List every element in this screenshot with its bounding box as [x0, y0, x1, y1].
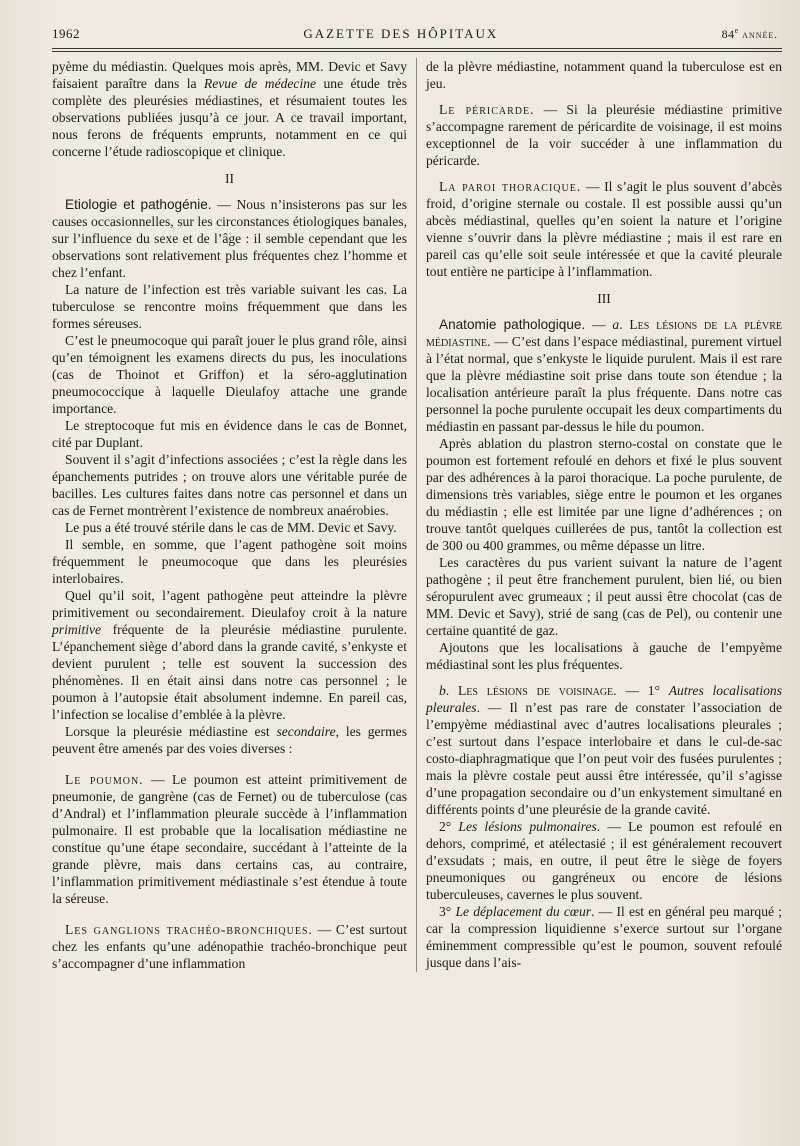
section-number: II — [224, 171, 235, 186]
paragraph: La nature de l’infection est très variable suivant les cas. La tuberculose se rencontre moins fréquemment que dans les formes séreuses. — [52, 282, 407, 331]
paragraph: b. Les lésions de voisinage. — 1° Autres localisations pleurales. — Il n’est pas rare de constater l’association de l’empyème médiastinal avec d’autres localisations pleurales ; c’est surtout dans l’espace interlobaire et dans le cul-de-sac costo-diaphragmatique que l’on peut voir des fusées purulentes ; mais la plèvre costale peut aussi être intéressée, qu’il s’agisse d’une propagation secondaire ou d’un enkystement simultané en différents points d’une pleurésie de la grande cavité. — [426, 683, 782, 817]
paragraph: Le streptocoque fut mis en évidence dans le cas de Bonnet, cité par Duplant. — [52, 418, 407, 450]
subheading: Le péricarde. — [439, 102, 535, 117]
page-header — [52, 26, 782, 48]
text-columns — [52, 58, 782, 972]
paragraph: Les caractères du pus varient suivant la nature de l’agent pathogène ; il peut être franchement purulent, bien lié, ou bien séropurulent avec grumeaux ; il peut aussi être chocolat (cas de MM. Devic et Savy), strié de sang (cas de Pel), ou contenir une certaine quantité de gaz. — [426, 555, 782, 638]
paragraph: de la plèvre médiastine, notamment quand la tuberculose est en jeu. — [426, 59, 782, 91]
header-rule — [52, 48, 782, 52]
paragraph: Le poumon. — Le poumon est atteint primitivement de pneumonie, de gangrène (cas de Fernet) ou de tuberculose (cas d’Andral) et l’inflammation pleurale succède à l’inflammation pulmonaire. Il est probable que la localisation médiastine ne constitue qu’une étape secondaire, succédant à l’atteinte de la grande plèvre, mais dans certains cas, au contraire, l’inflammation primitivement médiastinale s’est étendue à toute la séreuse. — [52, 772, 407, 906]
paragraph: 2° Les lésions pulmonaires. — Le poumon est refoulé en dehors, comprimé, et atélectasié ; il est généralement recouvert d’exsudats ; mais, en outre, il peut être le siège de foyers pneumoniques ou gangréneux ou encore de lésions tuberculeuses, cavernes le plus souvent. — [426, 819, 782, 902]
volume-word: année. — [742, 29, 778, 41]
paragraph: Ajoutons que les localisations à gauche de l’empyème médiastinal sont les plus fréquentes. — [426, 640, 782, 672]
subheading: . Les lésions de la plèvre médiastine. — [426, 317, 783, 349]
volume-label — [722, 26, 778, 42]
paragraph: Etiologie et pathogénie. — Nous n’insisterons pas sur les causes occasionnelles, sur les circonstances étiologiques banales, sur l’influence du sexe et de l’âge : il semble cependant que les observations sont relativement plus fréquentes chez l’homme et chez l’enfant. — [52, 197, 408, 280]
section-number: III — [597, 291, 611, 306]
subheading: Les ganglions trachéo-bronchiques. — [65, 922, 313, 937]
paragraph: Il semble, en somme, que l’agent pathogène soit moins fréquemment le pneumocoque que dans les pleurésies interlobaires. — [52, 537, 407, 586]
page-number: 1962 — [52, 26, 80, 41]
subheading: . Les lésions de voisinage. — [445, 683, 617, 698]
right-column — [417, 58, 782, 972]
paragraph: La paroi thoracique. — Il s’agit le plus souvent d’abcès froid, d’origine sternale ou costale. Il est possible aussi qu’un abcès médiastinal, quelles qu’en soient la nature et l’origine vienne s’ouvrir dans la plèvre médiastine ; mais il est rare en pareil cas qu’elle soit seule intéressée et que la cavité pleurale tout entière ne participe à l’inflammation. — [426, 179, 782, 279]
section-heading: Anatomie pathologique. — [439, 317, 586, 332]
volume-suffix: e — [734, 26, 739, 35]
paragraph: Anatomie pathologique. — a. Les lésions de la plèvre médiastine. — C’est dans l’espace médiastinal, purement virtuel à l’état normal, que s’enkyste le liquide purulent. Mais il est rare que la plèvre médiastine soit prise dans toute son étendue ; la localisation antérieure paraît la plus fréquente. Dans notre cas personnel la poche purulente occupait les deux compartiments du médiastin en passant par-dessus le hile du poumon. — [426, 317, 783, 434]
paragraph: C’est le pneumocoque qui paraît jouer le plus grand rôle, ainsi qu’en témoignent les examens directs du pus, les inoculations (cas de Thoinot et Griffon) et la séro-agglutination pneumococcique à laquelle Dieulafoy attache une grande importance. — [52, 333, 407, 416]
paragraph: Lorsque la pleurésie médiastine est secondaire, les germes peuvent être amenés par des voies diverses : — [52, 724, 407, 756]
paragraph: Quel qu’il soit, l’agent pathogène peut atteindre la plèvre primitivement ou secondairement. Dieulafoy croit à la nature primitive fréquente de la pleurésie médiastine purulente. L’épanchement siège d’abord dans la grande cavité, s’enkyste et devient purulent ; telle est souvent la succession des phénomènes. Il en était ainsi dans notre cas personnel ; le poumon à l’autopsie était absolument indemne. En pareil cas, l’infection se localise d’emblée à la plèvre. — [52, 588, 407, 722]
subheading: Le poumon. — [65, 772, 144, 787]
section-heading: Etiologie et pathogénie. — [65, 197, 212, 212]
paragraph: Les ganglions trachéo-bronchiques. — C’est surtout chez les enfants qu’une adénopathie trachéo-bronchique peut s’accompagner d’une inflammation — [52, 922, 407, 971]
volume-number: 84 — [721, 27, 735, 41]
left-column — [52, 58, 417, 972]
paragraph: Après ablation du plastron sterno-costal on constate que le poumon est fortement refoulé en dehors et fixé le plus souvent par des adhérences à la paroi thoracique. La poche purulente, de dimensions très variables, siège entre le poumon et les organes du médiastin ; elle est limitée par une ligne d’adhérences ; on trouve tantôt quelques cuillerées de pus, tantôt la collection est de 300 ou 400 grammes, ou même dépasse un litre. — [426, 436, 782, 553]
paragraph: Le pus a été trouvé stérile dans le cas de MM. Devic et Savy. — [65, 520, 397, 535]
subheading: La paroi thoracique. — [439, 179, 582, 194]
paragraph: Le péricarde. — Si la pleurésie médiastine primitive s’accompagne rarement de péricardite de voisinage, il est moins exceptionnel de la voir succéder à une inflammation du péricarde. — [426, 102, 782, 168]
paragraph: pyème du médiastin. Quelques mois après, MM. Devic et Savy faisaient paraître dans la Revue de médecine une étude très complète des pleurésies médiastines, et résumaient toutes les observations publiées jusqu’à ce jour. A ce travail important, nous ferons de fréquents emprunts, notamment en ce qui concerne l’étude radioscopique et clinique. — [52, 59, 407, 159]
journal-title: GAZETTE DES HÔPITAUX — [303, 26, 499, 41]
paragraph: Souvent il s’agit d’infections associées ; c’est la règle dans les épanchements putrides ; on trouve alors une véritable purée de bacilles. Les cultures faites dans notre cas personnel et dans un cas de Fernet montrèrent l’existence de nombreux anaérobies. — [52, 452, 407, 518]
paragraph: 3° Le déplacement du cœur. — Il est en général peu marqué ; car la compression liquidienne s’exerce surtout sur l’organe éminemment compressible qu’est le poumon, souvent refoulé jusque dans l’ais- — [426, 904, 783, 970]
